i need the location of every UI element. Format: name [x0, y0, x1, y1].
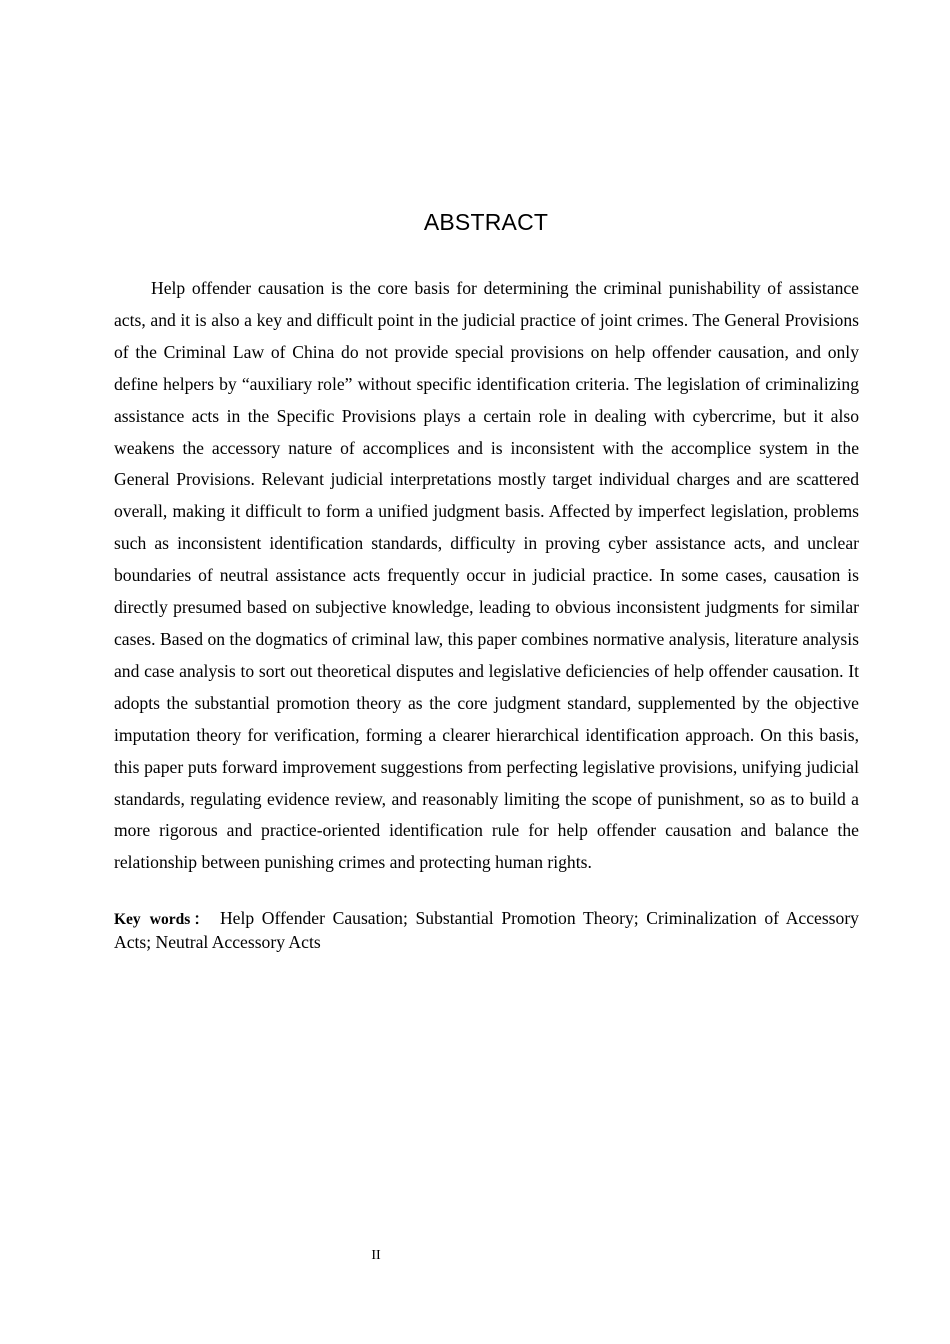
- abstract-title: ABSTRACT: [423, 209, 549, 235]
- keywords-label: Key words：: [114, 911, 213, 928]
- abstract-paragraph: Help offender causation is the core basis for determining the criminal punishability of assistance acts, and it is also a key and difficult point in the judicial practice of joint crimes. The General Provisions of the Criminal Law of China do not provide special provisions on help offender causation, and only define helpers by “auxiliary role” without specific identification criteria. The legislation of criminalizing assistance acts in the Specific Provisions plays a certain role in dealing with cybercrime, but it also weakens the accessory nature of accomplices and is inconsistent with the accomplice system in the General Provisions. Relevant judicial interpretations mostly target individual charges and are scattered overall, making it difficult to form a unified judgment basis. Affected by imperfect legislation, problems such as inconsistent identification standards, difficulty in proving cyber assistance acts, and unclear boundaries of neutral assistance acts frequently occur in judicial practice. In some cases, causation is directly presumed based on subjective knowledge, leading to obvious inconsistent judgments for similar cases. Based on the dogmatics of criminal law, this paper combines normative analysis, literature analysis and case analysis to sort out theoretical disputes and legislative deficiencies of help offender causation. It adopts the substantial promotion theory as the core judgment standard, supplemented by the objective imputation theory for verification, forming a clearer hierarchical identification approach. On this basis, this paper puts forward improvement suggestions from perfecting legislative provisions, unifying judicial standards, regulating evidence review, and reasonably limiting the scope of punishment, so as to build a more rigorous and practice-oriented identification rule for help offender causation and balance the relationship between punishing crimes and protecting human rights.: [114, 278, 859, 873]
- keywords-text: Help Offender Causation; Substantial Promotion Theory; Criminalization of Accessory Acts; Neutral Accessory Acts: [114, 908, 859, 952]
- keywords-line: [114, 907, 859, 953]
- page-number: II: [371, 1248, 381, 1263]
